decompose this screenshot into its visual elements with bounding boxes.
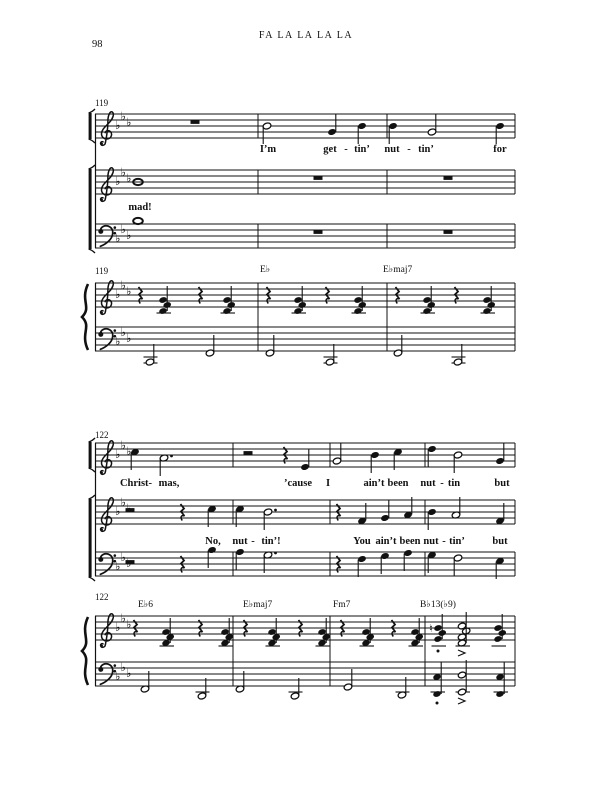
augmentation-dot [274,552,277,555]
lyric-syllable: nut [232,536,248,547]
flat-sign: ♭ [126,228,132,243]
measure-number: 122 [95,592,109,602]
treble-clef [100,614,113,648]
lyric-syllable: but [494,478,510,489]
flat-sign: ♭ [115,334,121,349]
staff-bracket [89,442,92,468]
augmentation-dot [170,455,173,458]
lyric-syllable: I [325,478,331,489]
lyric-syllable: for [493,144,507,155]
staff-bracket [89,169,92,249]
chord-symbol: E♭ [260,265,271,275]
whole-rest [314,231,323,234]
lyric-syllable: ’cause [284,478,312,489]
staff-bracket [89,499,92,577]
whole-rest [444,231,453,234]
flat-sign: ♭ [115,447,121,462]
notehead [433,635,442,643]
lyric-syllable: been [399,536,421,547]
notehead [493,635,502,643]
notehead [422,307,431,315]
notation-shape [89,468,95,472]
lyric-syllable: tin’ [449,536,465,547]
lyric-hyphen: - [442,536,446,547]
flat-sign: ♭ [115,504,121,519]
notehead [495,690,504,698]
notehead [457,688,466,696]
lyric-syllable: Christ- [119,478,153,489]
lyric-hyphen: - [344,144,348,155]
flat-sign: ♭ [120,165,126,180]
flat-sign: ♭ [115,287,121,302]
notehead [222,307,231,315]
notation-shape [89,109,95,113]
chord-symbol: B♭13(♭9) [420,600,456,610]
half-rest [126,560,135,563]
notation-shape [89,495,95,499]
flat-sign: ♭ [126,115,132,130]
page-title: FA LA LA LA LA [258,30,354,41]
flat-sign: ♭ [126,444,132,459]
lyric-syllable: been [387,478,409,489]
flat-sign: ♭ [126,666,132,681]
flat-sign: ♭ [120,325,126,340]
notation-shape [89,249,95,253]
lyric-syllable: nut [384,144,400,155]
flat-sign: ♭ [120,660,126,675]
treble-clef [100,168,113,202]
flat-sign: ♭ [120,611,126,626]
notation-shape [89,438,95,442]
treble-clef [100,498,113,532]
staff-bracket [89,113,92,139]
flat-sign: ♭ [126,284,132,299]
flat-sign: ♭ [115,620,121,635]
notehead [293,307,302,315]
notation-shape [89,165,95,169]
lyric-syllable: No, [205,536,221,547]
flat-sign: ♭ [120,550,126,565]
treble-clef [100,281,113,315]
flat-sign: ♭ [126,331,132,346]
lyric-syllable: I’m [259,144,277,155]
natural-sign: ♮ [429,622,433,635]
flat-sign: ♭ [115,669,121,684]
chord-symbol: E♭6 [138,600,154,610]
whole-rest [314,177,323,180]
flat-sign: ♭ [120,438,126,453]
notation-shape [89,577,95,581]
lyric-syllable: nut [420,478,436,489]
half-rest [244,451,253,454]
piano-brace [82,284,88,350]
flat-sign: ♭ [120,495,126,510]
flat-sign: ♭ [120,109,126,124]
notehead [158,307,167,315]
lyric-syllable: tin [447,478,461,489]
flat-sign: ♭ [126,617,132,632]
lyric-syllable: tin’ [418,144,434,155]
staccato-dot [436,702,439,705]
lyric-syllable: tin’ [354,144,370,155]
lyric-syllable: but [492,536,508,547]
lyric-syllable: ain’t [375,536,397,547]
notehead [353,307,362,315]
accent-mark [458,650,465,656]
flat-sign: ♭ [115,174,121,189]
notehead [432,690,441,698]
lyric-hyphen: - [407,144,411,155]
chord-symbol: Fm7 [333,600,351,610]
half-rest [126,508,135,511]
whole-rest [444,177,453,180]
whole-rest [191,121,200,124]
treble-clef [100,112,113,146]
piano-brace [82,617,88,685]
lyric-hyphen: - [251,536,255,547]
notehead [482,307,491,315]
flat-sign: ♭ [120,278,126,293]
treble-clef [100,441,113,475]
lyric-hyphen: - [440,478,444,489]
augmentation-dot [274,509,277,512]
flat-sign: ♭ [115,231,121,246]
lyric-syllable: mad! [128,202,152,213]
lyric-syllable: ain’t [363,478,385,489]
lyric-syllable: get [323,144,337,155]
accent-mark [458,698,465,704]
measure-number: 119 [95,98,109,108]
lyric-syllable: mas, [158,478,180,489]
flat-sign: ♭ [126,171,132,186]
notehead [457,671,466,679]
flat-sign: ♭ [115,118,121,133]
chord-symbol: E♭maj7 [243,600,273,610]
lyric-syllable: You [353,536,371,547]
notation-graphics [82,109,515,705]
lyric-syllable: tin’! [261,536,281,547]
page-number: 98 [92,39,103,50]
measure-number: 119 [95,266,109,276]
chord-symbol: E♭maj7 [383,265,413,275]
measure-number: 122 [95,430,109,440]
flat-sign: ♭ [120,222,126,237]
staccato-dot [437,650,440,653]
flat-sign: ♭ [115,559,121,574]
lyric-syllable: nut [423,536,439,547]
whole-note [133,218,143,224]
notation-shape [89,139,95,143]
